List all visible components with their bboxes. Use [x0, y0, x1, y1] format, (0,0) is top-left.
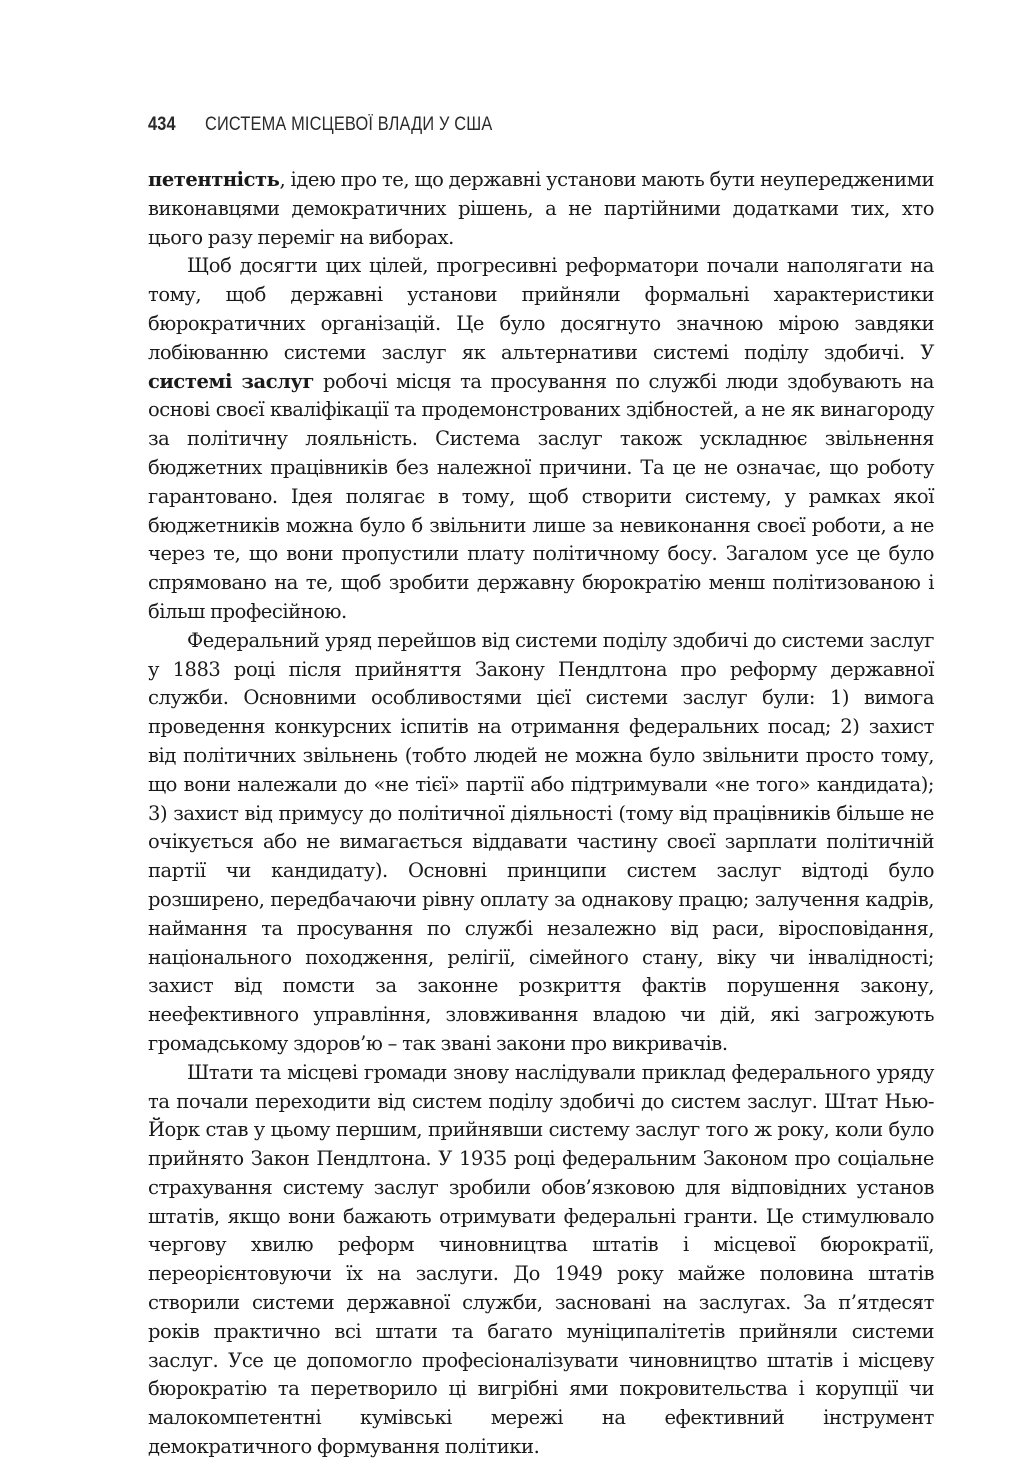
paragraph-text: , ідею про те, що державні установи мають бути неупередженими виконавцями демократичних рішень, а не партійними додатками тих, хто цього разу переміг на виборах.: [148, 168, 934, 249]
body-text: [148, 166, 934, 1462]
paragraph-3: Федеральний уряд перейшов від системи поділу здобичі до системи заслуг у 1883 році після прийняття Закону Пендлтона про реформу державної служби. Основними особливостями цієї системи заслуг були: 1) вимога проведення конкурсних іспитів на отримання федеральних посад; 2) захист від політичних звільнень (тобто людей не можна було звільнити просто тому, що вони належали до «не тієї» партії або підтримували «не того» кандидата); 3) захист від примусу до політичної діяльності (тому від працівників більше не очікується або не вимагається віддавати частину своєї зарплати політичній партії чи кандидату). Основні принципи систем заслуг відтоді було розширено, передбачаючи рівну оплату за однакову працю; залучення кадрів, наймання та просування по службі незалежно від раси, віросповідання, національного походження, релігії, сімейного стану, віку чи інвалідності; захист від помсти за законне розкриття фактів порушення закону, неефективного управління, зловживання владою чи дій, які загрожують громадському здоров’ю – так звані закони про викривачів.: [148, 628, 934, 1055]
bold-term: системі заслуг: [148, 369, 314, 393]
bold-term: петентність: [148, 168, 280, 191]
page-number: 434: [148, 114, 176, 135]
paragraph-1: [148, 166, 934, 252]
paragraph-4: Штати та місцеві громади знову наслідували приклад федерального уряду та почали переходити від систем поділу здобичі до систем заслуг. Штат Нью-Йорк став у цьому першим, прийнявши систему заслуг того ж року, коли було прийнято Закон Пендлтона. У 1935 році федеральним Законом про соціальне страхування систему заслуг зробили обов’язковою для відповідних установ штатів, якщо вони бажають отримувати федеральні гранти. Це стимулювало чергову хвилю реформ чиновництва штатів і місцевої бюрократії, переорієнтовуючи їх на заслуги. До 1949 року майже половина штатів створили системи державної служби, засновані на заслугах. За п’ятдесят років практично всі штати та багато муніципалітетів прийняли системи заслуг. Усе це допомогло професіоналізувати чиновництво штатів і місцеву бюрократію та перетворило ці вигрібні ями покровительства і корупції чи малокомпетентні кумівські мережі на ефективний інструмент демократичного формування політики.: [148, 1060, 934, 1459]
paragraph-text: робочі місця та просування по службі люди здобувають на основі своєї кваліфікації та продемонстрованих здібностей, а не як винагороду за політичну лояльність. Система заслуг також ускладнює звільнення бюджетних працівників без належної причини. Та це не означає, що роботу гарантовано. Ідея полягає в тому, щоб створити систему, у рамках якої бюджетників можна було б звільнити лише за невиконання своєї роботи, а не через те, що вони пропустили плату політичному босу. Загалом усе це було спрямовано на те, щоб зробити державну бюрократію менш політизованою і більш професійною.: [148, 369, 934, 623]
paragraph-text: Щоб досягти цих цілей, прогресивні реформатори почали наполягати на тому, щоб державні установи прийняли формальні характеристики бюрократичних організацій. Це було досягнуто значною мірою завдяки лобіюванню системи заслуг як альтернативи системі поділу здобичі. У: [148, 254, 934, 364]
paragraph-2: [148, 252, 934, 626]
running-title: СИСТЕМА МІСЦЕВОЇ ВЛАДИ У США: [205, 114, 493, 135]
running-header: [148, 114, 827, 136]
